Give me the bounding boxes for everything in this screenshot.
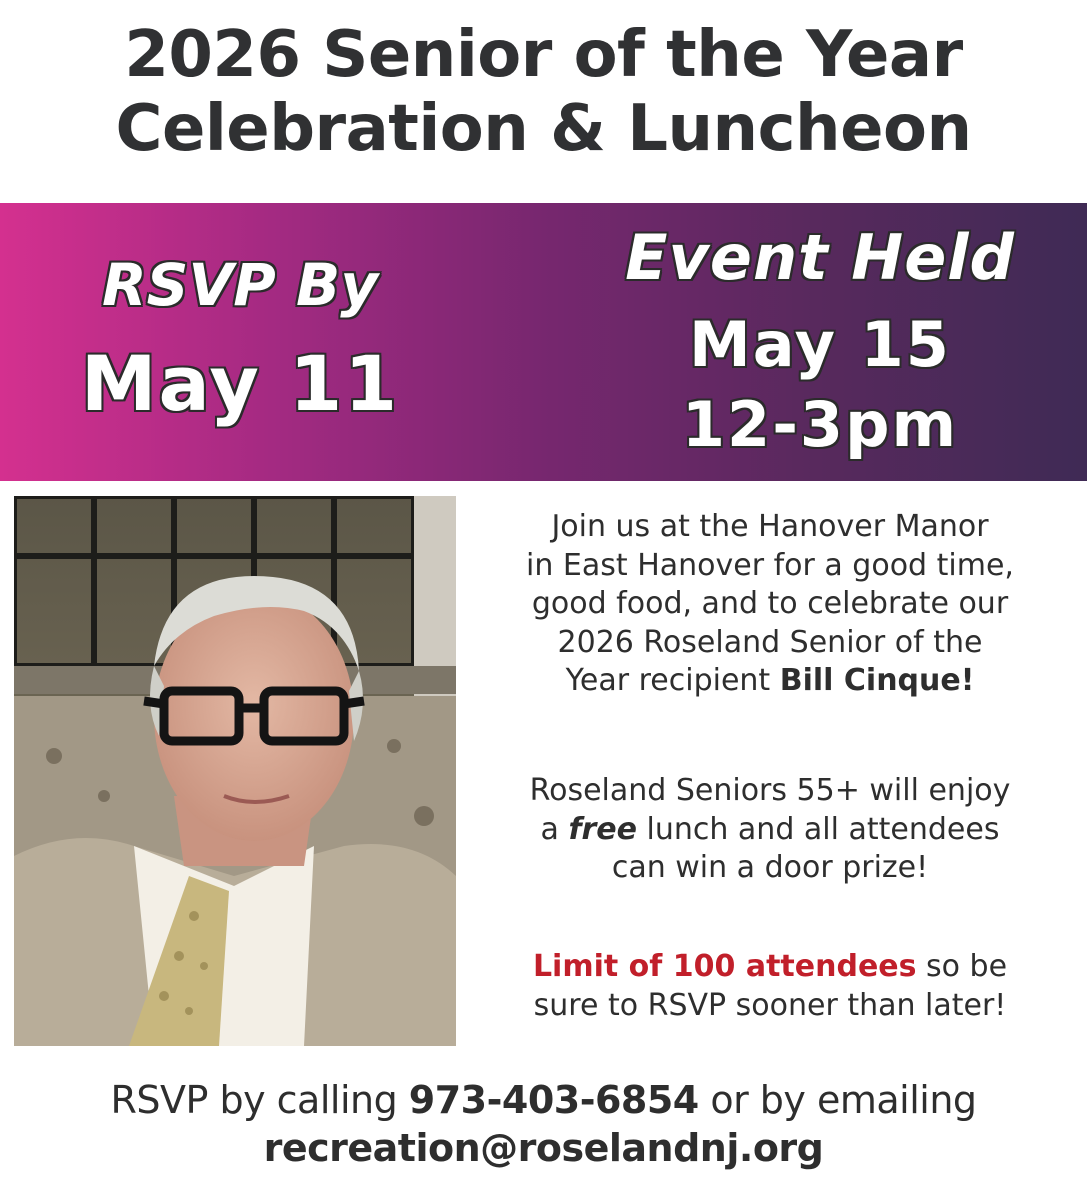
desc-line: in East Hanover for a good time, (526, 547, 1014, 583)
title-line-2: Celebration & Luncheon (115, 92, 972, 166)
desc-line: Join us at the Hanover Manor (551, 509, 989, 544)
rsvp-label: RSVP By (101, 251, 379, 319)
description-paragraph-2 (466, 772, 1074, 888)
portrait-illustration (14, 496, 456, 1046)
title-line-1: 2026 Senior of the Year (124, 18, 963, 92)
rsvp-date: May 11 (80, 339, 400, 428)
desc-line: Roseland Seniors 55+ will enjoy (529, 773, 1011, 808)
desc-text: Year recipient (565, 663, 780, 698)
event-date: May 15 (689, 308, 951, 381)
desc-line: good food, and to celebrate our (531, 586, 1009, 621)
attendee-limit: Limit of 100 attendees (532, 949, 917, 984)
honoree-name: Bill Cinque! (779, 663, 975, 698)
event-time: 12-3pm (681, 388, 959, 461)
page-title (0, 18, 1087, 166)
email-address[interactable]: recreation@roselandnj.org (263, 1126, 824, 1170)
desc-line (466, 811, 1074, 850)
phone-number[interactable]: 973-403-6854 (408, 1078, 699, 1122)
description-paragraph-1 (466, 508, 1074, 701)
description-paragraph-3 (466, 948, 1074, 1025)
desc-line: 2026 Roseland Senior of the (557, 624, 983, 660)
free-emphasis: free (568, 811, 637, 847)
desc-line: sure to RSVP sooner than later! (533, 987, 1007, 1023)
desc-line (466, 948, 1074, 987)
desc-line (466, 662, 1074, 701)
desc-line: can win a door prize! (611, 850, 929, 885)
desc-text: a (540, 811, 569, 847)
footer-text: or by emailing (698, 1078, 977, 1122)
rsvp-instructions (0, 1076, 1087, 1124)
desc-text: lunch and all attendees (636, 811, 1000, 847)
event-label: Event Held (625, 221, 1015, 294)
footer-text: RSVP by calling (110, 1078, 409, 1122)
honoree-photo (14, 496, 456, 1046)
desc-text: so be (916, 949, 1008, 984)
